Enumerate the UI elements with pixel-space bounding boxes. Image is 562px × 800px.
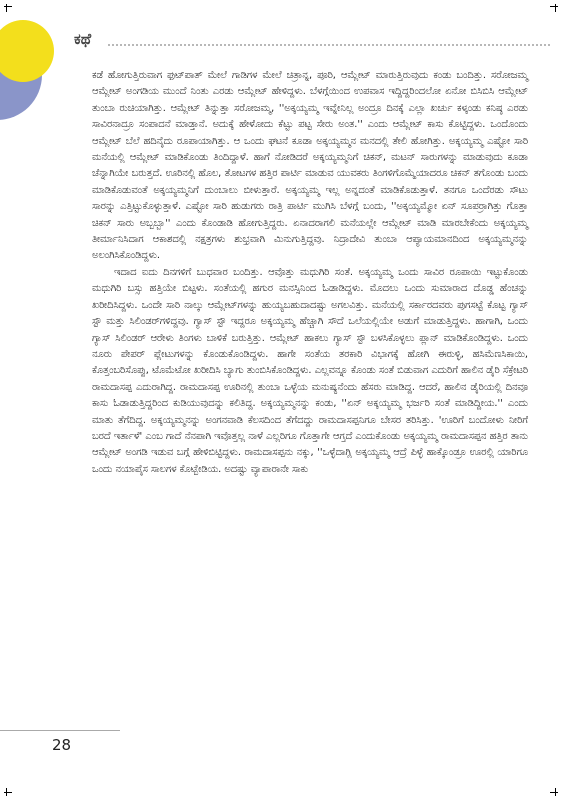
title-dotted-rule bbox=[108, 44, 550, 46]
crop-mark bbox=[550, 6, 558, 7]
paragraph-2: ಇದಾದ ಐದು ದಿನಗಳಿಗೆ ಬುಧವಾರ ಬಂದಿತ್ತು. ಆವೊತ್ತು ಮಧುಗಿರಿ ಸಂತೆ. ಅಕ್ಕಯ್ಯಮ್ಮ ಒಂದು ಸಾವಿರ ರೂಪಾಯಿ ಇಟ್ಟುಕೊಂಡು ಮಧುಗಿರಿ ಬಸ್ಸು ಹತ್ತಿಯೇ ಬಿಟ್ಟಳು. ಸಂತೆಯಲ್ಲಿ ಹಗುರ ಮನಸ್ಸಿನಿಂದ ಓಡಾಡಿದ್ದಳು. ಮೊದಲು ಒಂದು ಸುಮಾರಾದ ದೊಡ್ಡ ಹೆಂಚನ್ನು ಖರೀದಿಸಿದ್ದಳು. ಒಂದೇ ಸಾರಿ ನಾಲ್ಕು ಆಮ್ಲೇಟ್‌ಗಳನ್ನು ಹುಯ್ಯಬಹುದಾದಷ್ಟು ಅಗಲವಿತ್ತು. ಮನೆಯಲ್ಲಿ ಸರ್ಕಾರದವರು ಪುಗಸಟ್ಟೆ ಕೊಟ್ಟ ಗ್ಯಾಸ್ ಸ್ಟೌ ಮತ್ತು ಸಿಲಿಂಡರ್‌ಗಳಿದ್ದವು. ಗ್ಯಾಸ್ ಸ್ಟೌ ಇದ್ದರೂ ಅಕ್ಕಯ್ಯಮ್ಮ ಹೆಚ್ಚಾಗಿ ಸೌದೆ ಒಲೆಯಲ್ಲಿಯೇ ಅಡುಗೆ ಮಾಡುತ್ತಿದ್ದಳು. ಹಾಗಾಗಿ, ಒಂದು ಗ್ಯಾಸ್ ಸಿಲಿಂಡರ್ ಆರೇಳು ತಿಂಗಳು ಬಾಳಿಕೆ ಬರುತ್ತಿತ್ತು. ಆಮ್ಲೇಟ್ ಹಾಕಲು ಗ್ಯಾಸ್ ಸ್ಟೌ ಬಳಸಿಕೊಳ್ಳಲು ಪ್ಲಾನ್ ಮಾಡಿಕೊಂಡಿದ್ದಳು. ಒಂದು ನೂರು ಪೇಪರ್ ಪ್ಲೇಟುಗಳನ್ನು ಕೊಂಡುಕೊಂಡಿದ್ದಳು. ಹಾಗೇ ಸಂತೆಯ ತರಕಾರಿ ವಿಭಾಗಕ್ಕೆ ಹೋಗಿ ಈರುಳ್ಳಿ, ಹಸಿಮೆಣಸಿಕಾಯಿ, ಕೊತ್ತಂಬರಿಸೊಪ್ಪು, ಟೊಮೆಟೋ ಖರೀದಿಸಿ ಬ್ಯಾಗು ತುಂಬಿಸಿಕೊಂಡಿದ್ದಳು. ಎಲ್ಲವನ್ನೂ ಕೊಂಡು ಸಂತೆ ಬಿಡುವಾಗ ಎದುರಿಗೆ ಹಾಲಿನ ಡೈರಿ ಸೆಕ್ರೇಟರಿ ರಾಮದಾಸಪ್ಪ ಎದುರಾಗಿದ್ದ. ರಾಮದಾಸಪ್ಪ ಊರಿನಲ್ಲಿ ತುಂಬಾ ಒಳ್ಳೆಯ ಮನುಷ್ಯನೆಂದು ಹೆಸರು ಮಾಡಿದ್ದ. ಆದರೆ, ಹಾಲಿನ ಡೈರಿಯಲ್ಲಿ ದಿನವೂ ಕಾಸು ಓಡಾಡುತ್ತಿದ್ದರಿಂದ ಕುಡಿಯುವುದನ್ನು ಕಲಿತಿದ್ದ. ಅಕ್ಕಯ್ಯಮ್ಮನನ್ನು ಕಂಡು, ''ಏನ್ ಅಕ್ಕಯ್ಯಮ್ಮ ಭರ್ಜರಿ ಸಂತೆ ಮಾಡಿದ್ದೀಯ.'' ಎಂದು ಮಾತು ತೆಗೆದಿದ್ದ. ಅಕ್ಕಯ್ಯಮ್ಮನನ್ನು ಅಂಗನವಾಡಿ ಕೆಲಸದಿಂದ ತೆಗೆದದ್ದು ರಾಮದಾಸಪ್ಪನಿಗೂ ಬೇಸರ ತರಿಸಿತ್ತು. 'ಊರಿಗೆ ಬಂದೋಳು ನೀರಿಗೆ ಬರದೆ ಇರ್ತಾಳೆ' ಎಂಬ ಗಾದೆ ನೆನಪಾಗಿ ಇವೊತ್ತಲ್ಲ ನಾಳೆ ಎಲ್ಲರಿಗೂ ಗೊತ್ತಾಗೇ ಆಗ್ತದೆ ಎಂದುಕೊಂಡು ಅಕ್ಕಯ್ಯಮ್ಮ ರಾಮದಾಸಪ್ಪನ ಹತ್ತಿರ ತಾನು ಆಮ್ಲೇಟ್ ಅಂಗಡಿ ಇಡುವ ಬಗ್ಗೆ ಹೇಳಿಬಿಟ್ಟಿದ್ದಳು. ರಾಮದಾಸಪ್ಪನು ನಕ್ಕು, ''ಒಳ್ಳೆದಾಗ್ಲಿ ಅಕ್ಕಯ್ಯಮ್ಮ ಆದ್ರೆ ಪಿಳ್ಳೆ ಹಾಕ್ಕೊಂಡ್ರೂ ಊರಲ್ಲಿ ಯಾರಿಗೂ ಒಂದು ನಯಾಪೈಸ ಸಾಲಗಳ ಕೊಟ್ಬೇಡಿಯ. ಅದಷ್ಟು ವ್ಯಾಪಾರಾನೇ ಸಾಕು bbox=[92, 266, 528, 475]
section-title: ಕಥೆ bbox=[74, 30, 92, 48]
crop-mark bbox=[6, 4, 7, 12]
crop-mark bbox=[555, 4, 556, 12]
decorative-yellow-circle bbox=[0, 20, 54, 82]
crop-mark bbox=[550, 792, 558, 793]
crop-mark bbox=[6, 788, 7, 796]
crop-mark bbox=[555, 788, 556, 796]
page-number: 28 bbox=[52, 736, 72, 754]
paragraph-1: ಕಡೆ ಹೋಗುತ್ತಿರುವಾಗ ಫುಟ್‌ಪಾತ್ ಮೇಲೆ ಗಾಡಿಗಳ ಮೇಲೆ ಚಿತ್ರಾನ್ನ, ಪೂರಿ, ಆಮ್ಲೇಟ್ ಮಾರುತ್ತಿರುವುದು ಕಂಡು ಬಂದಿತ್ತು. ಸರೋಜಮ್ಮ ಆಮ್ಲೇಟ್ ಅಂಗಡಿಯ ಮುಂದೆ ನಿಂತು ಎರಡು ಆಮ್ಲೇಟ್ ಹೇಳಿದ್ದಳು. ಬೆಳಗ್ಗೆಯಿಂದ ಉಪವಾಸ ಇದ್ದಿದ್ದರಿಂದಲೋ ಏನೋ ಬಿಸಿಬಿಸಿ ಆಮ್ಲೇಟ್ ತುಂಬಾ ರುಚಿಯಾಗಿತ್ತು. ಆಮ್ಲೇಟ್ ತಿನ್ನುತ್ತಾ ಸರೋಜಮ್ಮ, ''ಅಕ್ಕಯ್ಯಮ್ಮ ಇವ್ನೇನಿಲ್ಲ ಅಂದ್ರೂ ದಿನಕ್ಕೆ ಎಲ್ಲಾ ಖರ್ಚು ಕಳ್ಕಂಡು ಕನಿಷ್ಠ ಎರಡು ಸಾವಿರನಾದ್ರೂ ಸಂಪಾದನೆ ಮಾಡ್ತಾನೆ. ಅದುಕ್ಕೆ ಹೇಳೋದು ಕೆಟ್ಟು ಪಟ್ಟ ಸೇರು ಅಂತ.'' ಎಂದು ಆಮ್ಲೇಟ್ ಕಾಸು ಕೊಟ್ಟಿದ್ದಳು. ಒಂದೊಂದು ಆಮ್ಲೇಟ್ ಬೆಲೆ ಹದಿನೈದು ರೂಪಾಯಾಗಿತ್ತು. ಆ ಒಂದು ಘಟನೆ ಕೂಡಾ ಅಕ್ಕಯ್ಯಮ್ಮನ ಮನದಲ್ಲಿ ತೇಲಿ ಹೋಗಿತ್ತು. ಅಕ್ಕಯ್ಯಮ್ಮ ಎಷ್ಟೋ ಸಾರಿ ಮನೆಯಲ್ಲಿ ಆಮ್ಲೇಟ್ ಮಾಡಿಕೊಂಡು ತಿಂದಿದ್ದಾಳೆ. ಹಾಗೆ ನೋಡಿದರೆ ಅಕ್ಕಯ್ಯಮ್ಮನಿಗೆ ಚಿಕನ್, ಮಟನ್ ಸಾರುಗಳನ್ನು ಮಾಡುವುದು ಕೂಡಾ ಚೆನ್ನಾಗಿಯೇ ಬರುತ್ತದೆ. ಊರಿನಲ್ಲಿ ಹೊಲ, ತೋಟಗಳ ಹತ್ತಿರ ಪಾರ್ಟಿ ಮಾಡುವ ಯುವಕರು ತಿಂಗಳಿಗೊಮ್ಮೆಯಾದರೂ ಚಿಕನ್ ತಗೊಂಡು ಬಂದು ಮಾಡಿಕೊಡುವಂತೆ ಅಕ್ಕಯ್ಯಮ್ಮನಿಗೆ ದುಂಬಾಲು ಬೀಳುತ್ತಾರೆ. ಅಕ್ಕಯ್ಯಮ್ಮ ಇಲ್ಲ ಅನ್ನದಂತೆ ಮಾಡಿಕೊಡುತ್ತಾಳೆ. ತನಗೂ ಒಂದೆರಡು ಸೌಟು ಸಾರನ್ನು ಎತ್ತಿಟ್ಟುಕೊಳ್ಳುತ್ತಾಳೆ. ಎಷ್ಟೋ ಸಾರಿ ಹುಡುಗರು ರಾತ್ರಿ ಪಾರ್ಟಿ ಮುಗಿಸಿ ಬೆಳಗ್ಗೆ ಬಂದು, ''ಅಕ್ಕಯ್ಯಮ್ಮೋ ಏನ್ ಸೂಪರ್ರಾಗಿತ್ತು ಗೊತ್ತಾ ಚಿಕನ್ ಸಾರು ಅಬ್ಬಬ್ಬಾ'' ಎಂದು ಕೊಂಡಾಡಿ ಹೋಗುತ್ತಿದ್ದರು. ಏನಾದರಾಗಲಿ ಮನೆಯಲ್ಲೇ ಆಮ್ಲೇಟ್ ಮಾಡಿ ಮಾರಬೇಕೆಂದು ಅಕ್ಕಯ್ಯಮ್ಮ ತೀರ್ಮಾನಿಸಿದಾಗ ಆಕಾಶದಲ್ಲಿ ನಕ್ಷತ್ರಗಳು ಶುಭ್ರವಾಗಿ ಮಿನುಗುತ್ತಿದ್ದವು. ನಿದ್ರಾದೇವಿ ತುಂಬಾ ಆಪ್ಯಾಯಮಾನದಿಂದ ಅಕ್ಕಯ್ಯಮ್ಮನನ್ನು ಅಲಂಗಿಸಿಕೊಂಡಿದ್ದಳು. bbox=[92, 70, 528, 262]
story-body bbox=[92, 68, 528, 478]
footer-rule bbox=[0, 730, 120, 731]
